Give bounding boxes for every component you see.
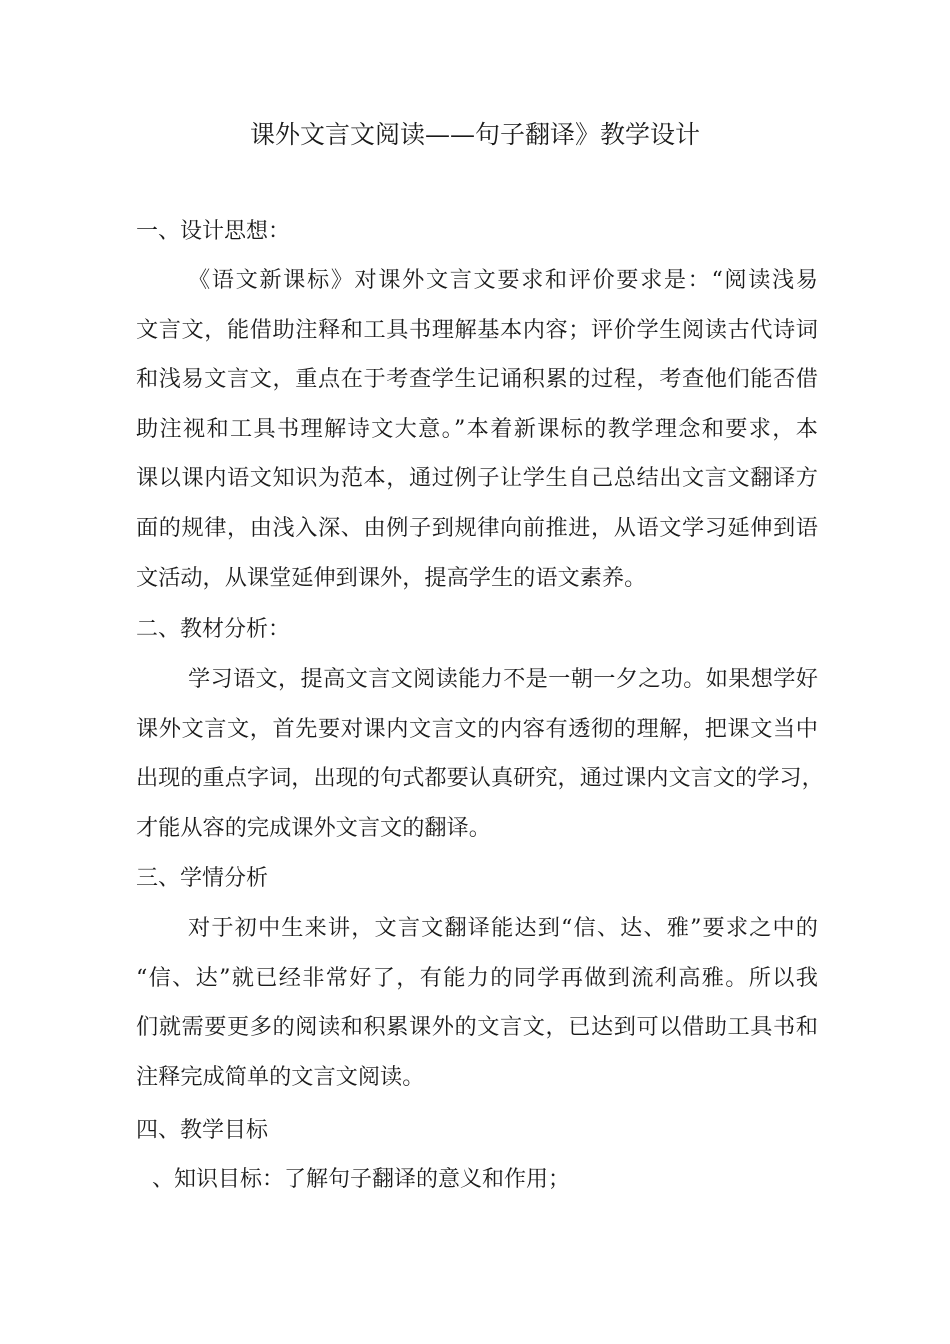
- paragraph-line: 注释完成简单的文言文阅读。: [136, 1063, 425, 1090]
- paragraph-line: 文言文，能借助注释和工具书理解基本内容；评价学生阅读古代诗词: [136, 316, 818, 343]
- paragraph-line: “信、达”就已经非常好了，有能力的同学再做到流利高雅。所以我: [136, 964, 818, 991]
- section-paragraph-material-analysis: [136, 655, 824, 853]
- paragraph-line: 学习语文，提高文言文阅读能力不是一朝一夕之功。如果想学好: [188, 666, 818, 692]
- section-heading-teaching-goals: 四、教学目标: [136, 1118, 269, 1143]
- paragraph-line: 《语文新课标》对课外文言文要求和评价要求是：“阅读浅易: [188, 267, 818, 293]
- paragraph-line: 对于初中生来讲，文言文翻译能达到“信、达、雅”要求之中的: [188, 915, 818, 941]
- section-paragraph-design-idea: [136, 256, 818, 603]
- paragraph-line: 课以课内语文知识为范本，通过例子让学生自己总结出文言文翻译方: [136, 465, 818, 492]
- paragraph-line: 课外文言文，首先要对课内文言文的内容有透彻的理解，把课文当中: [136, 715, 818, 742]
- section-heading-student-analysis: 三、学情分析: [136, 866, 269, 891]
- goal-item-knowledge: 、知识目标：了解句子翻译的意义和作用；: [152, 1167, 571, 1192]
- paragraph-line: 和浅易文言文，重点在于考查学生记诵积累的过程，考查他们能否借: [136, 366, 818, 393]
- paragraph-line: 面的规律，由浅入深、由例子到规律向前推进，从语文学习延伸到语: [136, 514, 818, 541]
- document-title: 课外文言文阅读——句子翻译》教学设计: [249, 120, 700, 149]
- paragraph-line: 才能从容的完成课外文言文的翻译。: [136, 814, 491, 841]
- paragraph-line: 们就需要更多的阅读和积累课外的文言文，已达到可以借助工具书和: [136, 1014, 818, 1041]
- section-paragraph-student-analysis: [136, 904, 818, 1102]
- paragraph-line: 文活动，从课堂延伸到课外，提高学生的语文素养。: [136, 564, 647, 591]
- paragraph-line: 出现的重点字词，出现的句式都要认真研究，通过课内文言文的学习，: [136, 765, 824, 792]
- section-heading-design-idea: 一、设计思想：: [136, 219, 291, 244]
- paragraph-line: 助注视和工具书理解诗文大意。”本着新课标的教学理念和要求，本: [136, 415, 818, 442]
- section-heading-material-analysis: 二、教材分析：: [136, 617, 291, 642]
